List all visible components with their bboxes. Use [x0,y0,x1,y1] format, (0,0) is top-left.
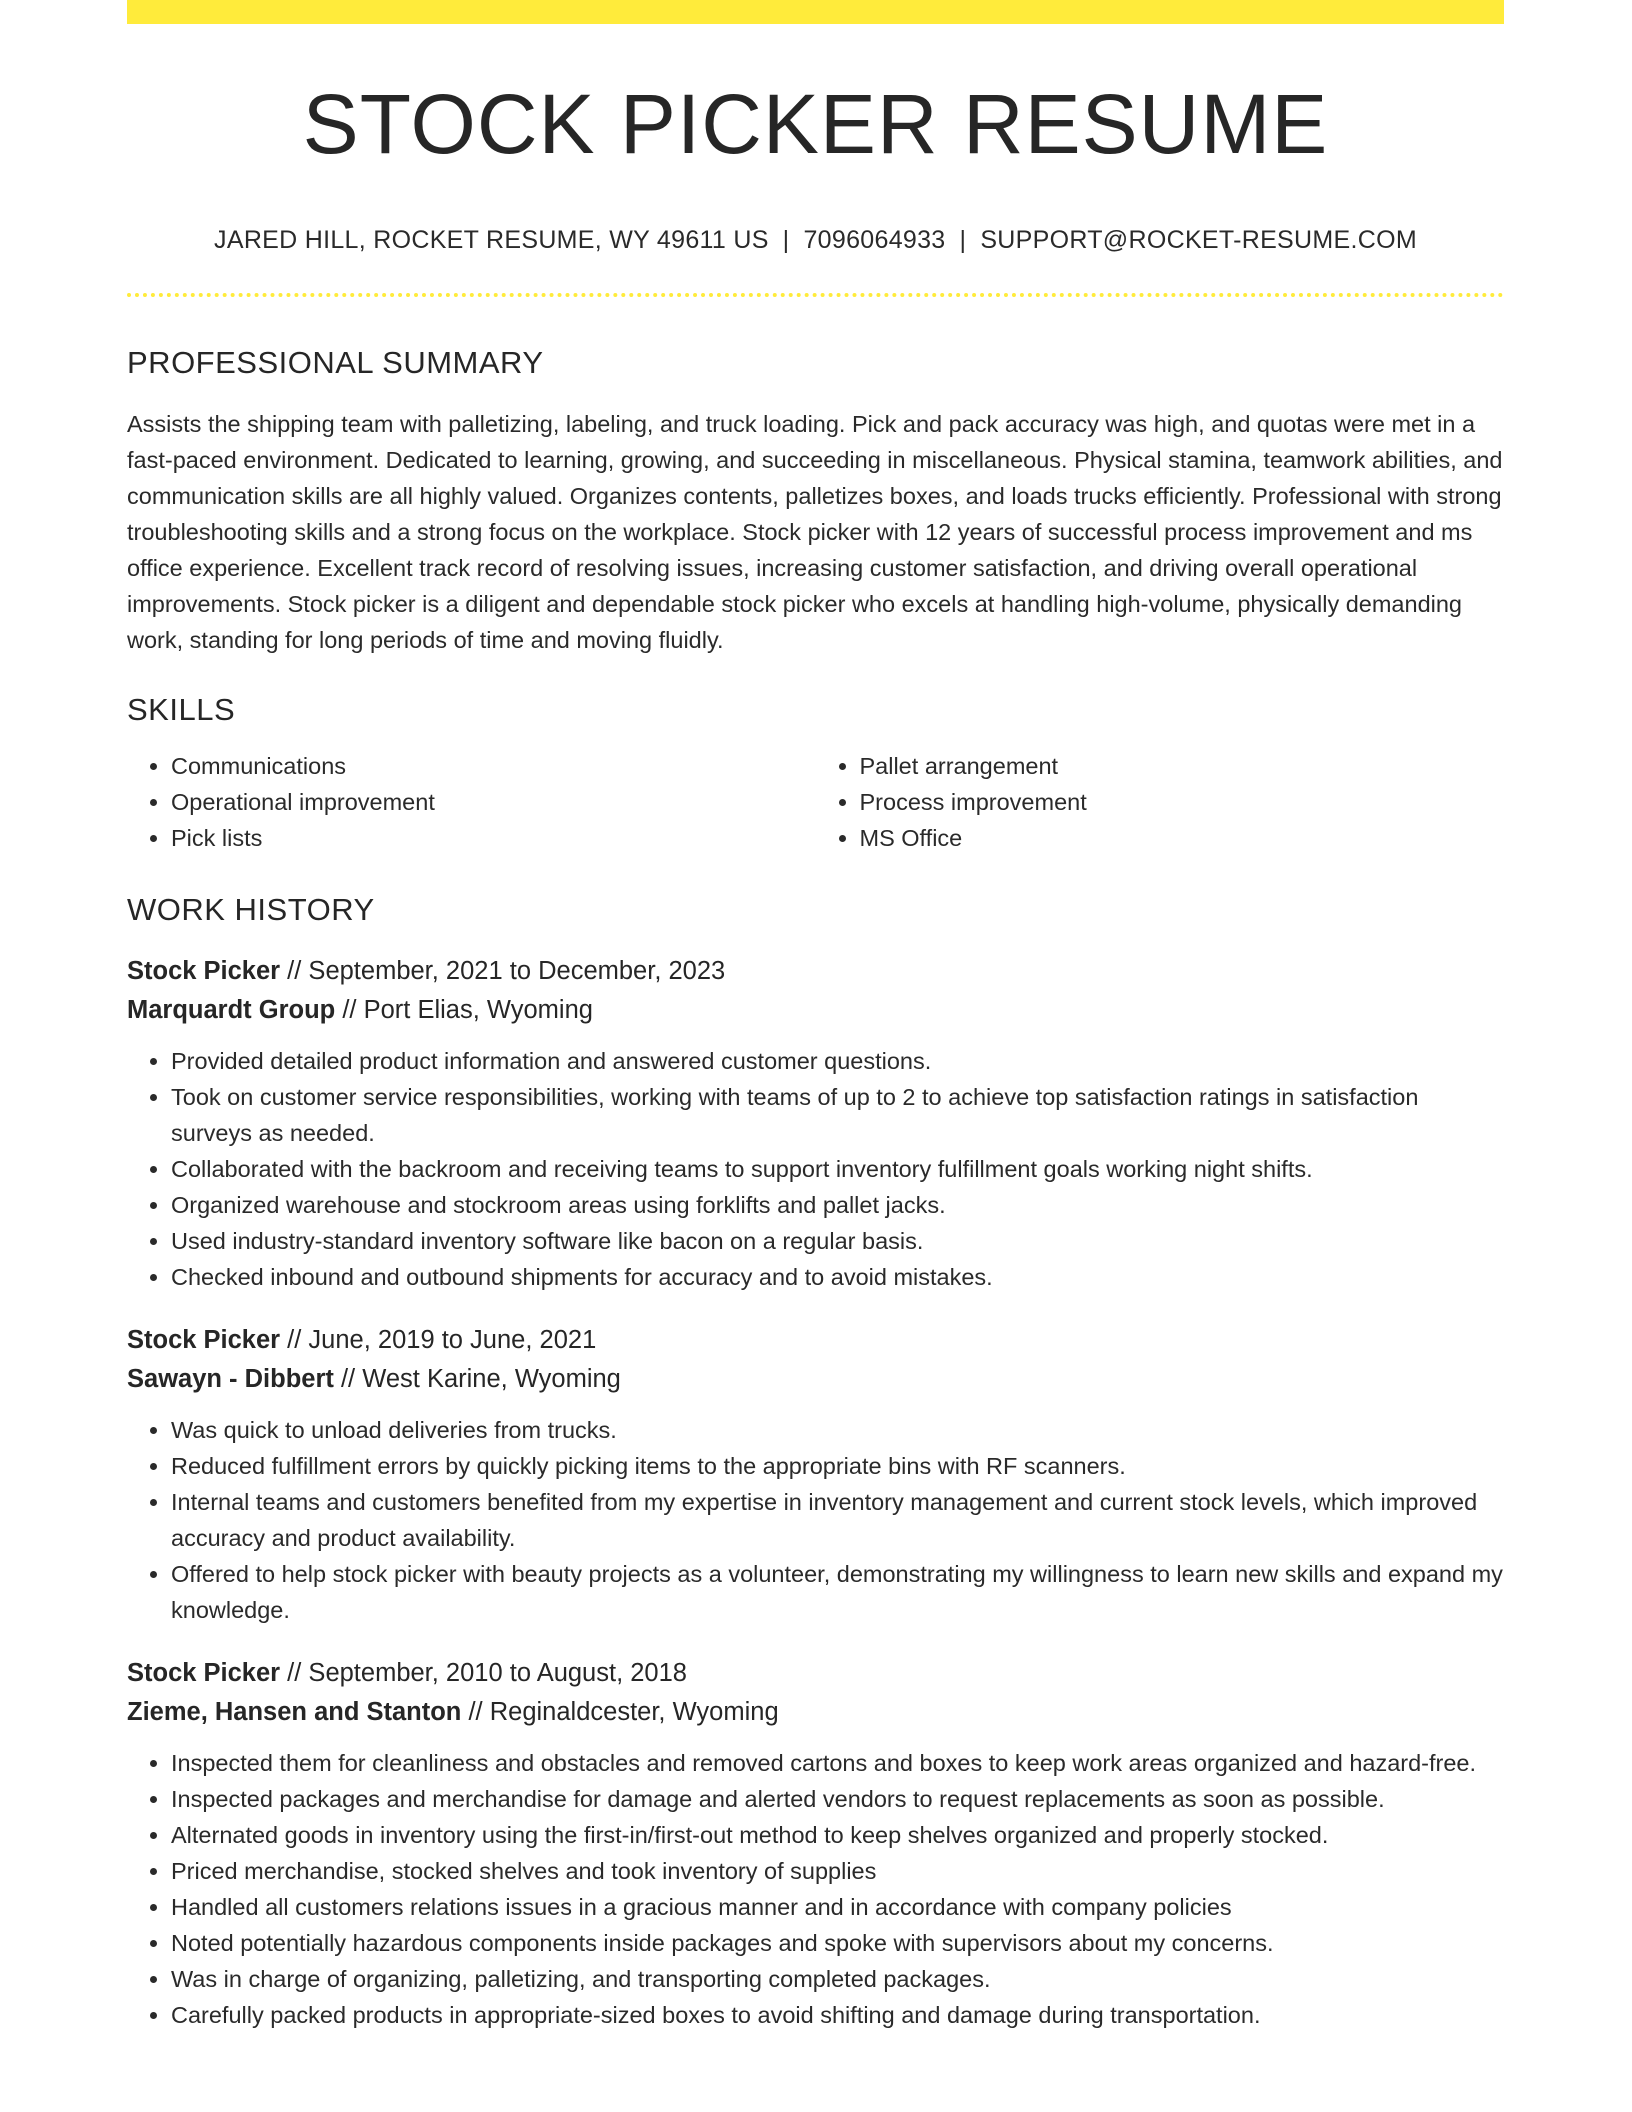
skill-item: • Pick lists [171,820,816,856]
job-location: // West Karine, Wyoming [333,1365,621,1393]
job-location: // Port Elias, Wyoming [335,996,593,1024]
job-duties [127,1412,1504,1628]
duty-item: • Alternated goods in inventory using the first-in/first-out method to keep shelves organized and properly stocked. [171,1817,1504,1853]
document-title: STOCK PICKER RESUME [302,77,1329,171]
summary-text: Assists the shipping team with palletizing, labeling, and truck loading. Pick and pack accuracy was high, and quotas were met in a fast-paced environment. Dedicated to learning, growing, and succeeding in miscellaneous. Physical stamina, teamwork abilities, and communication skills are all highly valued. Organizes contents, palletizes boxes, and loads trucks efficiently. Professional with strong troubleshooting skills and a strong focus on the workplace. Stock picker with 12 years of successful process improvement and ms office experience. Excellent track record of resolving issues, increasing customer satisfaction, and driving overall operational improvements. Stock picker is a diligent and dependable stock picker who excels at handling high-volume, physically demanding work, standing for long periods of time and moving fluidly. [127,411,1503,653]
duty-item: • Checked inbound and outbound shipments for accuracy and to avoid mistakes. [171,1259,1504,1295]
resume-page [127,0,1504,2112]
job-duties [127,1745,1504,2033]
job-entry [127,1321,1504,1628]
job-dates: // September, 2010 to August, 2018 [280,1659,687,1687]
skill-item: • MS Office [860,820,1505,856]
skill-item: • Operational improvement [171,784,816,820]
skills-column-left [127,748,816,856]
contact-line [127,228,1504,253]
job-company-line [127,991,1504,1030]
job-title: Stock Picker [127,1659,281,1687]
job-entry [127,952,1504,1295]
duty-item: • Used industry-standard inventory software like bacon on a regular basis. [171,1223,1504,1259]
duty-item: • Noted potentially hazardous components inside packages and spoke with supervisors about my concerns. [171,1925,1504,1961]
duty-item: • Carefully packed products in appropriate-sized boxes to avoid shifting and damage during transportation. [171,1997,1504,2033]
job-location: // Reginaldcester, Wyoming [461,1698,779,1726]
job-company: Zieme, Hansen and Stanton [127,1698,462,1726]
skill-item: • Process improvement [860,784,1505,820]
job-title-line [127,952,1504,991]
duty-item: • Internal teams and customers benefited from my expertise in inventory management and current stock levels, which improved accuracy and product availability. [171,1484,1504,1556]
duty-item: • Reduced fulfillment errors by quickly picking items to the appropriate bins with RF scanners. [171,1448,1504,1484]
accent-top-bar [127,0,1504,24]
duty-item: • Was in charge of organizing, palletizing, and transporting completed packages. [171,1961,1504,1997]
job-title-line [127,1654,1504,1693]
duty-item: • Took on customer service responsibilities, working with teams of up to 2 to achieve top satisfaction ratings in satisfaction surveys as needed. [171,1079,1504,1151]
duty-item: • Inspected packages and merchandise for damage and alerted vendors to request replacements as soon as possible. [171,1781,1504,1817]
duty-item: • Provided detailed product information and answered customer questions. [171,1043,1504,1079]
job-title: Stock Picker [127,957,281,985]
contact-email: SUPPORT@ROCKET-RESUME.COM [980,226,1417,254]
skill-item: • Pallet arrangement [860,748,1505,784]
duty-item: • Offered to help stock picker with beauty projects as a volunteer, demonstrating my willingness to learn new skills and expand my knowledge. [171,1556,1504,1628]
skills-column-right [816,748,1505,856]
header-divider [127,293,1504,297]
job-entry [127,1654,1504,2033]
contact-phone: 7096064933 [803,226,946,254]
duty-item: • Handled all customers relations issues in a gracious manner and in accordance with company policies [171,1889,1504,1925]
summary-heading: PROFESSIONAL SUMMARY [127,345,544,380]
job-dates: // June, 2019 to June, 2021 [280,1326,597,1354]
duty-item: • Priced merchandise, stocked shelves and took inventory of supplies [171,1853,1504,1889]
job-duties [127,1043,1504,1295]
contact-separator: | [782,226,790,254]
skills-heading: SKILLS [127,692,236,727]
duty-item: • Organized warehouse and stockroom areas using forklifts and pallet jacks. [171,1187,1504,1223]
job-company: Sawayn - Dibbert [127,1365,334,1393]
skill-item: • Communications [171,748,816,784]
job-company-line [127,1693,1504,1732]
contact-address: JARED HILL, ROCKET RESUME, WY 49611 US [214,226,769,254]
job-dates: // September, 2021 to December, 2023 [280,957,726,985]
duty-item: • Was quick to unload deliveries from trucks. [171,1412,1504,1448]
work-history-heading: WORK HISTORY [127,892,375,927]
skills-grid [127,748,1504,856]
job-title: Stock Picker [127,1326,281,1354]
job-company-line [127,1360,1504,1399]
contact-separator: | [959,226,967,254]
duty-item: • Inspected them for cleanliness and obstacles and removed cartons and boxes to keep work areas organized and hazard-free. [171,1745,1504,1781]
job-company: Marquardt Group [127,996,336,1024]
duty-item: • Collaborated with the backroom and receiving teams to support inventory fulfillment goals working night shifts. [171,1151,1504,1187]
job-title-line [127,1321,1504,1360]
